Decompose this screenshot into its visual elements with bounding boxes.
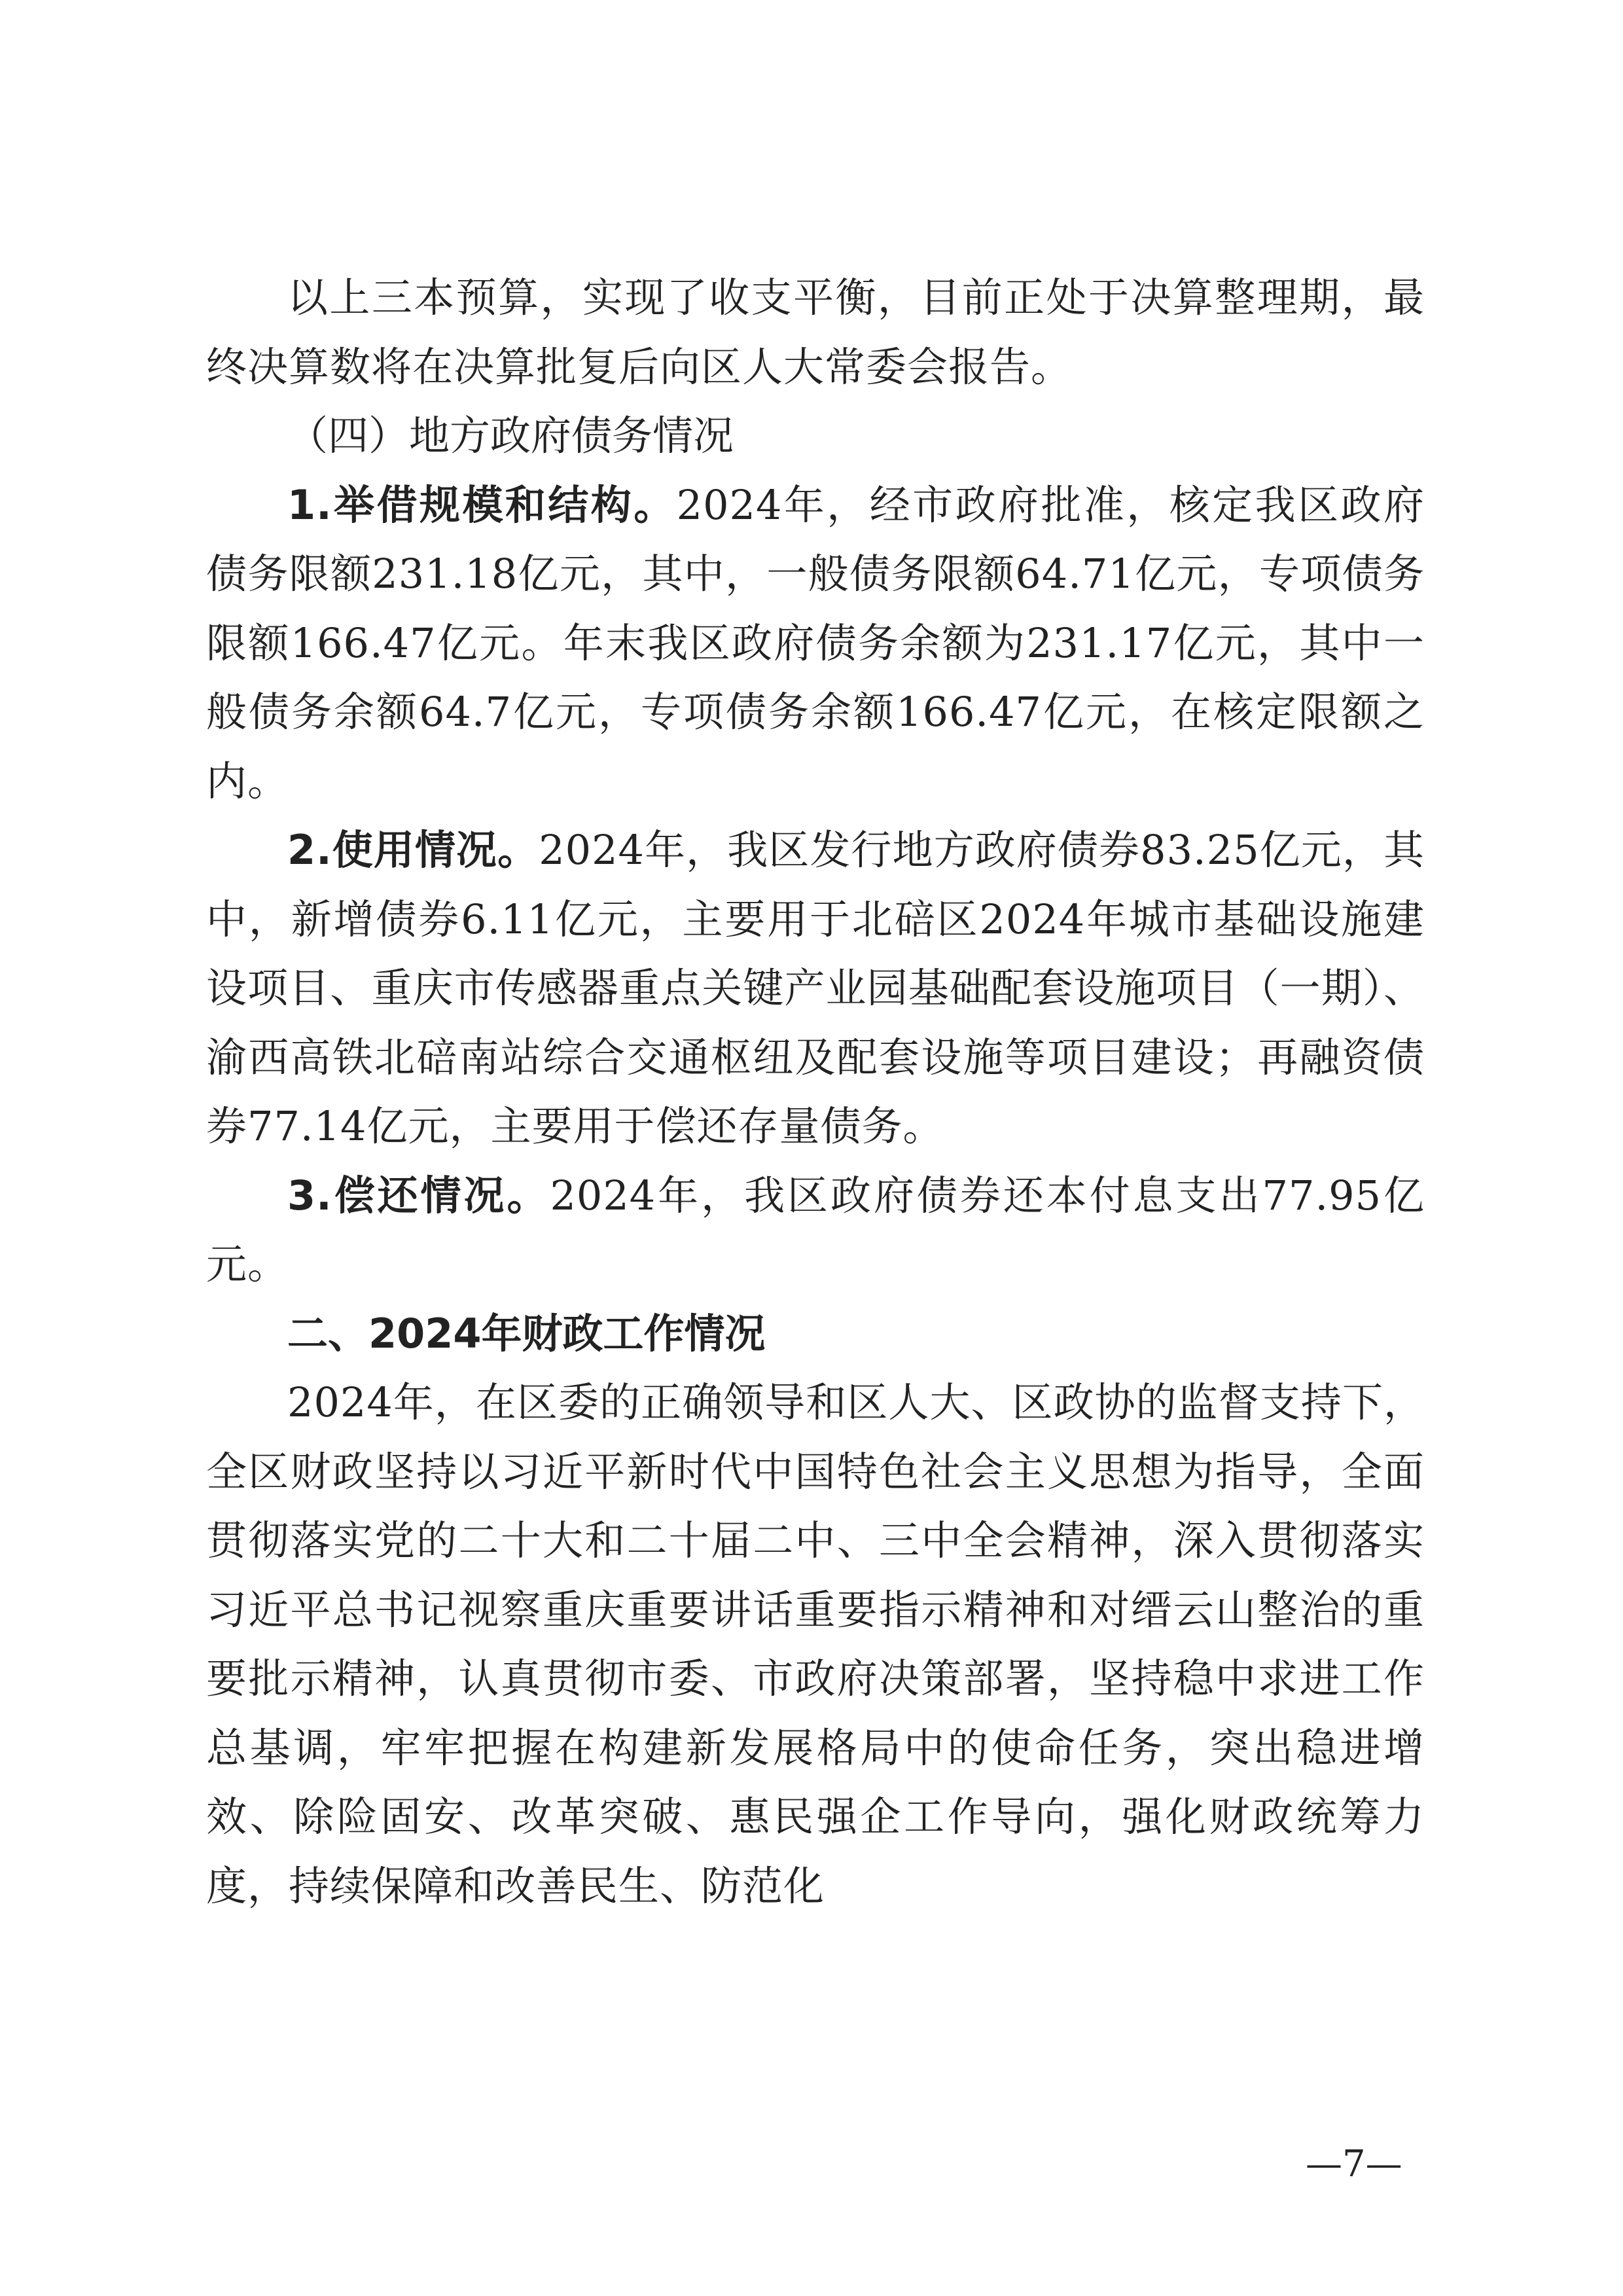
paragraph-borrowing-scale: [206, 471, 1425, 816]
document-body: [206, 263, 1425, 1920]
heading-text: 二、2024年财政工作情况: [287, 1309, 766, 1357]
paragraph-text: 2024年，我区发行地方政府债券83.25亿元，其中，新增债券6.11亿元，主要用于北碚区2024年城市基础设施建设项目、重庆市传感器重点关键产业园基础配套设施项目（一期）、渝西高铁北碚南站综合交通枢纽及配套设施等项目建设；再融资债券77.14亿元，主要用于偿还存量债务。: [206, 826, 1425, 1150]
paragraph-fiscal-work: [206, 1368, 1425, 1920]
paragraph-budget-balance: [206, 263, 1425, 401]
paragraph-text: 2024年，经市政府批准，核定我区政府债务限额231.18亿元，其中，一般债务限额64.71亿元，专项债务限额166.47亿元。年末我区政府债务余额为231.17亿元，其中一般债务余额64.7亿元，专项债务余额166.47亿元，在核定限额之内。: [206, 480, 1425, 805]
paragraph-usage: [206, 816, 1425, 1161]
paragraph-lead: 3.偿还情况。: [287, 1171, 550, 1219]
page-number: —7—: [1306, 2143, 1402, 2185]
section-heading-fiscal-work: [206, 1299, 1425, 1369]
paragraph-lead: 2.使用情况。: [287, 826, 539, 874]
paragraph-text: 2024年，在区委的正确领导和区人大、区政协的监督支持下，全区财政坚持以习近平新时代中国特色社会主义思想为指导，全面贯彻落实党的二十大和二十届二中、三中全会精神，深入贯彻落实习近平总书记视察重庆重要讲话重要指示精神和对缙云山整治的重要批示精神，认真贯彻市委、市政府决策部署，坚持稳中求进工作总基调，牢牢把握在构建新发展格局中的使命任务，突出稳进增效、除险固安、改革突破、惠民强企工作导向，强化财政统筹力度，持续保障和改善民生、防范化: [206, 1378, 1425, 1910]
heading-text: （四）地方政府债务情况: [287, 412, 734, 459]
section-heading-local-debt: [206, 401, 1425, 471]
paragraph-lead: 1.举借规模和结构。: [287, 480, 677, 529]
paragraph-text: 2024年，我区政府债券还本付息支出77.95亿元。: [206, 1171, 1425, 1288]
paragraph-text: 以上三本预算，实现了收支平衡，目前正处于决算整理期，最终决算数将在决算批复后向区人大常委会报告。: [206, 274, 1425, 391]
paragraph-repayment: [206, 1161, 1425, 1299]
